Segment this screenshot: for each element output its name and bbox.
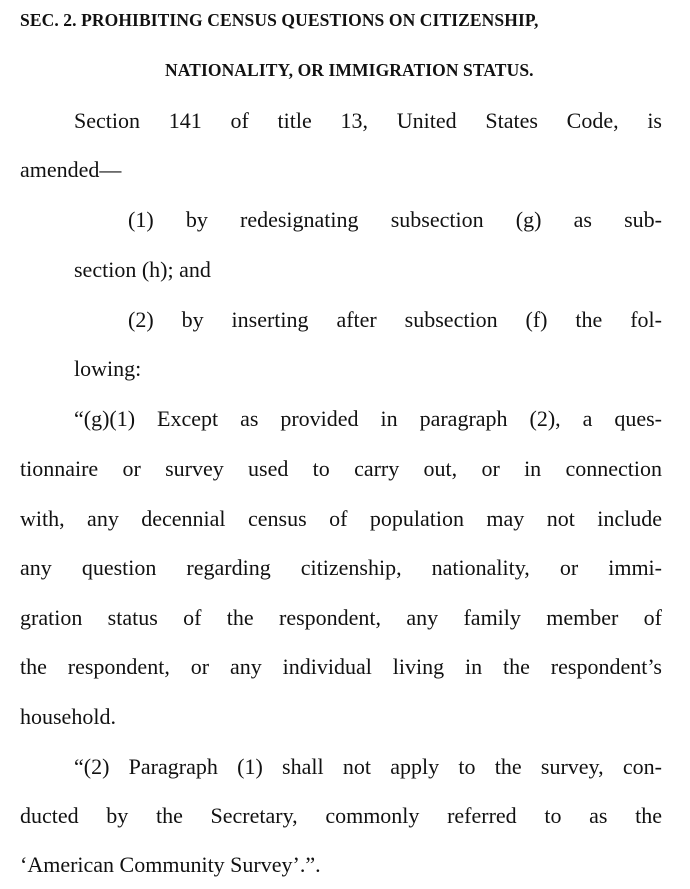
g1-line-4: any question regarding citizenship, nationality, or immi- — [20, 555, 662, 580]
intro-line-1: Section 141 of title 13, United States Code, is — [74, 108, 662, 133]
item-1-line-1: (1) by redesignating subsection (g) as sub- — [128, 207, 662, 232]
item-2-line-2: lowing: — [74, 356, 142, 381]
g1-line-6: the respondent, or any individual living in the respondent’s — [20, 654, 662, 679]
item-1-line-2: section (h); and — [74, 257, 211, 282]
g2-line-3: ‘American Community Survey’.”. — [20, 852, 321, 877]
section-heading-line-1: SEC. 2. PROHIBITING CENSUS QUESTIONS ON CITIZENSHIP, — [20, 10, 539, 30]
g1-line-7: household. — [20, 704, 116, 729]
g1-line-5: gration status of the respondent, any family member of — [20, 605, 662, 630]
section-heading-line-2: NATIONALITY, OR IMMIGRATION STATUS. — [165, 60, 534, 80]
g1-line-3: with, any decennial census of population may not include — [20, 506, 662, 531]
g2-line-1: “(2) Paragraph (1) shall not apply to the survey, con- — [74, 754, 662, 779]
g2-line-2: ducted by the Secretary, commonly referred to as the — [20, 803, 662, 828]
item-2-line-1: (2) by inserting after subsection (f) the fol- — [128, 307, 662, 332]
g1-line-1: “(g)(1) Except as provided in paragraph (2), a ques- — [74, 406, 662, 431]
g1-line-2: tionnaire or survey used to carry out, or in connection — [20, 456, 662, 481]
intro-line-2: amended— — [20, 157, 122, 182]
